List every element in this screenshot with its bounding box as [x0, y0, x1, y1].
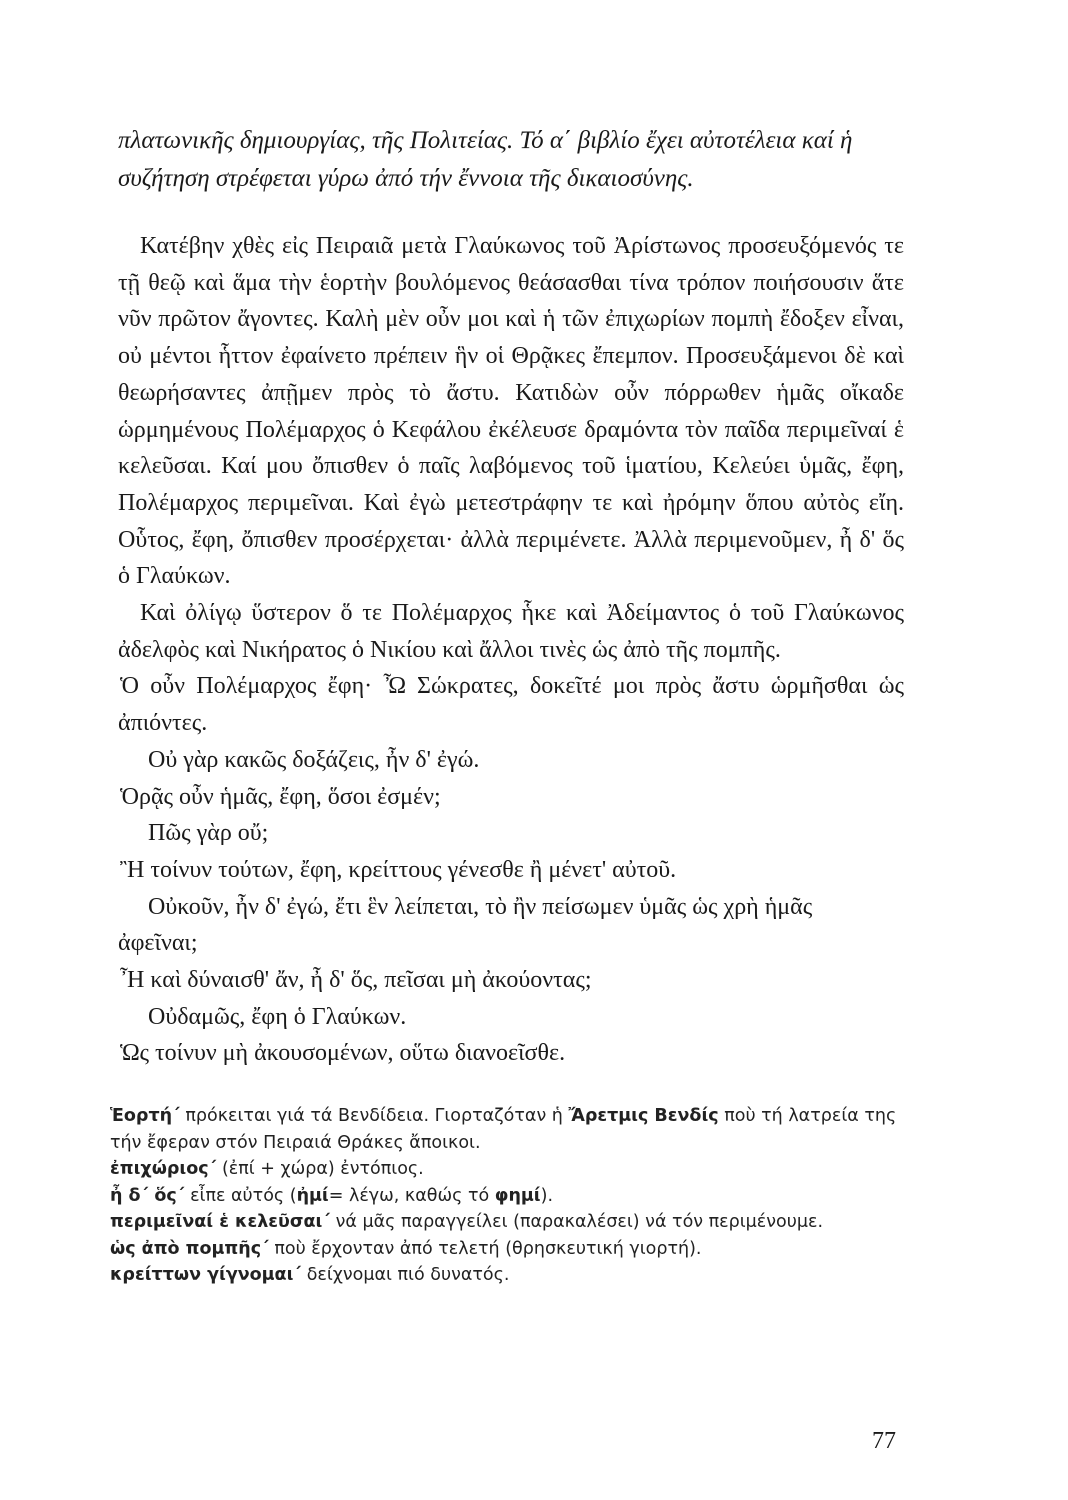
dialogue-line: Οὐδαμῶς, ἔφη ὁ Γλαύκων. — [148, 1003, 407, 1030]
intro-line: πλατωνικῆς δημιουργίας, τῆς Πολιτείας. Τό α΄ βιβλίο ἔχει αὐτοτέλεια καί ἡ — [118, 127, 853, 154]
dialogue-line: Ἢ τοίνυν τούτων, ἔφη, κρείττους γένεσθε ἢ μένετ' αὐτοῦ. — [120, 856, 677, 883]
footnote-term: περιμεῖναί ἑ κελεῦσαι΄ — [110, 1212, 331, 1232]
footnote-text: ποὺ τή λατρεία της τήν ἔφεραν στόν Πειραιά Θράκες ἄποικοι. — [110, 1106, 897, 1153]
footnote-text: ποὺ ἔρχονταν ἀπό τελετή (θρησκευτική γιορτή). — [268, 1238, 702, 1259]
footnote-item — [110, 1156, 900, 1183]
footnote-text: (ἐπί + χώρα) ἐντόπιος. — [216, 1159, 424, 1179]
footnote-text: πρόκειται γιά τά Βενδίδεια. Γιορταζόταν ἡ — [179, 1106, 569, 1126]
footnote-item — [110, 1209, 900, 1236]
footnote-item — [110, 1103, 900, 1156]
dialogue-line: Οὐ γὰρ κακῶς δοξάζεις, ἦν δ' ἐγώ. — [148, 746, 480, 773]
footnote-term: Ἑορτή΄ — [110, 1106, 180, 1126]
footnote-term: Ἄρετμις Βενδίς — [568, 1106, 719, 1126]
greek-main-text — [118, 228, 904, 1072]
footnote-term: ἐπιχώριος΄ — [110, 1159, 217, 1179]
intro-line: συζήτηση στρέφεται γύρω ἀπό τήν ἔννοια τῆς δικαιοσύνης. — [118, 165, 694, 192]
main-paragraph-1: Κατέβην χθὲς εἰς Πειραιᾶ μετὰ Γλαύκωνος τοῦ Ἀρίστωνος προσευξόμενός τε τῇ θεῷ καὶ ἅμα τὴν ἑορτὴν βουλόμενος θεάσασθαι τίνα τρόπον ποιήσουσιν ἅτε νῦν πρῶτον ἄγοντες. Καλὴ μὲν οὖν μοι καὶ ἡ τῶν ἐπιχωρίων πομπὴ ἔδοξεν εἶναι, οὐ μέντοι ἧττον ἐφαίνετο πρέπειν ἣν οἱ Θρᾷκες ἔπεμπον. Προσευξάμενοι δὲ καὶ θεωρήσαντες ἀπῇμεν πρὸς τὸ ἄστυ. Κατιδὼν οὖν πόρρωθεν ἡμᾶς οἴκαδε ὡρμημένους Πολέμαρχος ὁ Κεφάλου ἐκέλευσε δραμόντα τὸν παῖδα περιμεῖναί ἑ κελεῦσαι. Καί μου ὄπισθεν ὁ παῖς λαβόμενος τοῦ ἱματίου, Κελεύει ὑμᾶς, ἔφη, Πολέμαρχος περιμεῖναι. Καὶ ἐγὼ μετεστράφην τε καὶ ἠρόμην ὅπου αὐτὸς εἴη. Οὗτος, ἔφη, ὄπισθεν προσέρχεται· ἀλλὰ περιμένετε. Ἀλλὰ περιμενοῦμεν, ἦ δ' ὅς ὁ Γλαύκων. — [118, 233, 904, 590]
footnote-term: ἠμί — [296, 1185, 329, 1206]
dialogue-line: Ἦ καὶ δύναισθ' ἄν, ἦ δ' ὅς, πεῖσαι μὴ ἀκούοντας; — [120, 967, 592, 994]
dialogue-line: ἀφεῖναι; — [118, 930, 198, 957]
dialogue-line: Ὡς τοίνυν μὴ ἀκουσομένων, οὕτω διανοεῖσθε. — [120, 1040, 566, 1067]
footnotes — [110, 1103, 900, 1289]
dialogue-line: Ὁρᾷς οὖν ἡμᾶς, ἔφη, ὅσοι ἐσμέν; — [120, 783, 441, 810]
intro-paragraph — [118, 122, 898, 198]
footnote-term: κρείττων γίγνομαι΄ — [110, 1265, 302, 1285]
footnote-item — [110, 1183, 900, 1210]
footnote-term: ἦ δ΄ ὅς΄ — [110, 1185, 185, 1206]
page-number: 77 — [872, 1428, 896, 1454]
main-paragraph-2: Καὶ ὀλίγῳ ὕστερον ὅ τε Πολέμαρχος ἧκε καὶ Ἀδείμαντος ὁ τοῦ Γλαύκωνος ἀδελφὸς καὶ Νικήρατος ὁ Νικίου καὶ ἄλλοι τινὲς ὡς ἀπὸ τῆς πομπῆς. — [118, 600, 904, 663]
footnote-text: νά μᾶς παραγγείλει (παρακαλέσει) νά τόν περιμένουμε. — [330, 1212, 824, 1232]
footnote-text: ). — [540, 1185, 554, 1206]
dialogue-line: Οὐκοῦν, ἦν δ' ἐγώ, ἔτι ἓν λείπεται, τὸ ἢν πείσωμεν ὑμᾶς ὡς χρὴ ἡμᾶς — [148, 893, 813, 920]
main-paragraph-3: Ὁ οὖν Πολέμαρχος ἔφη· Ὦ Σώκρατες, δοκεῖτέ μοι πρὸς ἄστυ ὡρμῆσθαι ὡς ἀπιόντες. — [118, 673, 904, 737]
footnote-item — [110, 1236, 900, 1263]
footnote-term: φημί — [494, 1185, 541, 1206]
dialogue-line: Πῶς γὰρ οὔ; — [148, 820, 269, 847]
footnote-text: = λέγω, καθώς τό — [328, 1185, 495, 1206]
footnote-term: ὡς ἀπὸ πομπῆς΄ — [110, 1238, 269, 1259]
footnote-text: εἶπε αὐτός ( — [184, 1185, 297, 1206]
footnote-item — [110, 1262, 900, 1289]
footnote-text: δείχνομαι πιό δυνατός. — [301, 1265, 510, 1285]
